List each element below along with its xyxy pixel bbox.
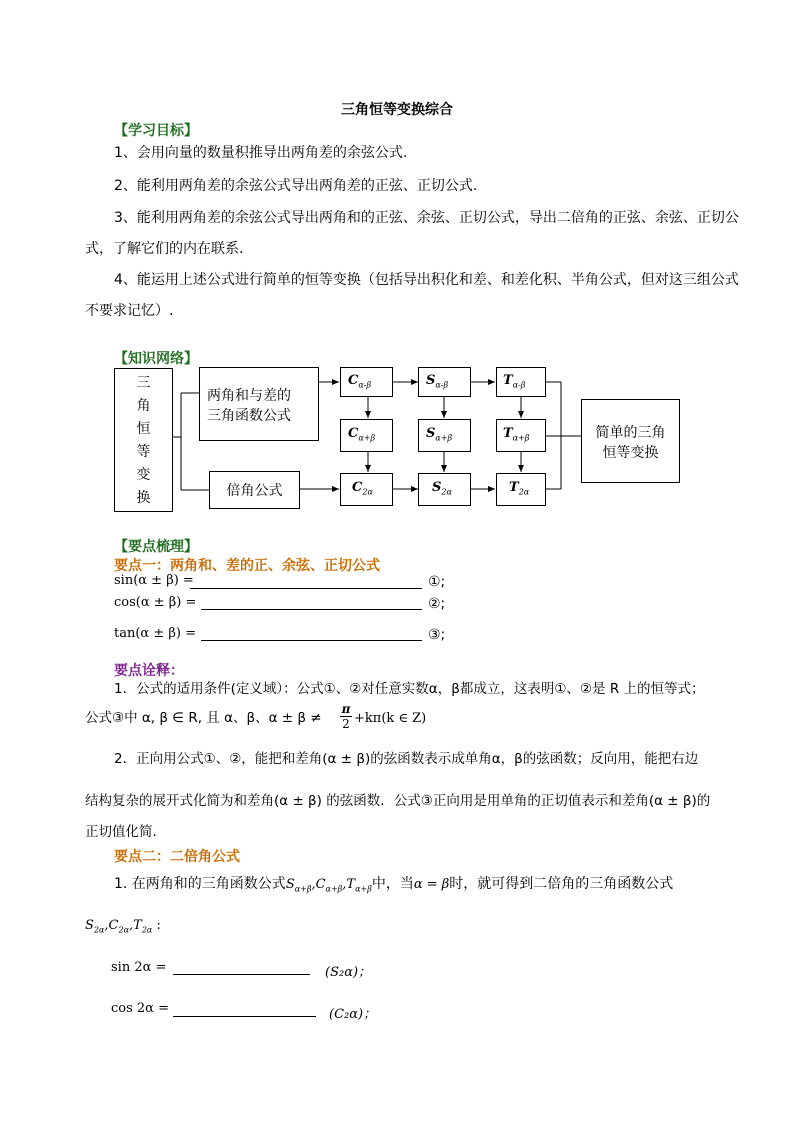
label-t-plus: $T_{\alpha+\beta}$ (503, 426, 530, 443)
label-s-plus: $S_{\alpha+\beta}$ (426, 426, 453, 443)
formula-tan-sum: tan(α ± β) = (114, 626, 196, 641)
label-s-double: $S_{2\alpha}$ (432, 480, 452, 497)
blank-line (173, 960, 310, 975)
box-double-angle-label: 倍角公式 (226, 483, 283, 499)
point1-title: 要点一：两角和、差的正、余弦、正切公式 (114, 558, 380, 574)
point2-line1: 1. 在两角和的三角函数公式$S_{\alpha+\beta},C_{\alpha+\beta},T_{\alpha+\beta}$中，当α = β时，就可得到二倍角的三角函数公式 (114, 876, 674, 894)
label-c-plus: $C_{\alpha+\beta}$ (348, 426, 376, 443)
formula-sin-sum: sin(α ± β) = (114, 573, 194, 588)
label-c-minus: $C_{\alpha-\beta}$ (348, 373, 372, 390)
point2-list: $S_{2\alpha},C_{2\alpha},T_{2\alpha}$ : (85, 918, 161, 935)
blank-line (190, 574, 422, 589)
tag-c2: (C₂α)； (329, 1007, 377, 1022)
goal-item: 不要求记忆）. (85, 303, 174, 319)
tag-s2: (S₂α)； (325, 965, 372, 980)
blank-line (201, 626, 422, 641)
network-heading: 【知识网络】 (114, 351, 198, 367)
mark-1: ①; (428, 574, 446, 590)
mark-3: ③; (428, 627, 446, 643)
goal-item: 式，了解它们的内在联系. (85, 241, 244, 257)
label-t-double: $T_{2\alpha}$ (509, 480, 530, 497)
goal-item: 2、能利用两角差的余弦公式导出两角差的正弦、正切公式. (114, 178, 478, 194)
page-title: 三角恒等变换综合 (341, 102, 453, 118)
explain-2-line2: 结构复杂的展开式化简为和差角(α ± β) 的弦函数．公式③正向用是用单角的正切值表示和差角(α ± β)的 (85, 793, 711, 809)
explain-1-line2: 公式③中 α, β ∈ R, 且 α、β、α ± β ≠ (85, 710, 322, 726)
goal-item: 3、能利用两角差的余弦公式导出两角和的正弦、余弦、正切公式，导出二倍角的正弦、余弦、正切公 (114, 210, 739, 226)
goal-item: 4、能运用上述公式进行简单的恒等变换（包括导出积化和差、和差化积、半角公式，但对这三组公式 (114, 272, 739, 288)
goal-item: 1、会用向量的数量积推导出两角差的余弦公式. (114, 145, 408, 161)
formula-cos-sum: cos(α ± β) = (114, 595, 197, 610)
box-sum-diff-label: 两角和与差的 三角函数公式 (207, 388, 291, 424)
box-simple-transform-label: 简单的三角 恒等变换 (595, 425, 666, 461)
label-t-minus: $T_{\alpha-\beta}$ (503, 373, 526, 390)
point2-title: 要点二：二倍角公式 (114, 849, 240, 865)
blank-line (201, 595, 422, 610)
mark-2: ②; (428, 596, 446, 612)
goals-heading: 【学习目标】 (114, 123, 198, 139)
left-box-label: 三 角 恒 等 变 换 (136, 375, 151, 506)
explain-2-line3: 正切值化简． (85, 824, 166, 840)
formula-cos-double: cos 2α = (111, 1001, 169, 1016)
explain-2-line1: 2．正向用公式①、②，能把和差角(α ± β)的弦函数表示成单角α，β的弦函数；反向用，能把右边 (114, 751, 699, 767)
explain-1-line1: 1．公式的适用条件(定义域）：公式①、②对任意实数α，β都成立，这表明①、②是 R 上的恒等式； (114, 681, 705, 697)
label-s-minus: $S_{\alpha-\beta}$ (426, 373, 449, 390)
label-c-double: $C_{2\alpha}$ (352, 480, 373, 497)
fraction-pi-over-2: π 2 (341, 702, 351, 731)
explain-1-condition: +kπ(k ∈ Z) (354, 711, 427, 726)
blank-line (173, 1002, 316, 1017)
formula-sin-double: sin 2α = (111, 960, 167, 975)
explain-title: 要点诠释： (114, 663, 184, 679)
points-heading: 【要点梳理】 (114, 539, 198, 555)
